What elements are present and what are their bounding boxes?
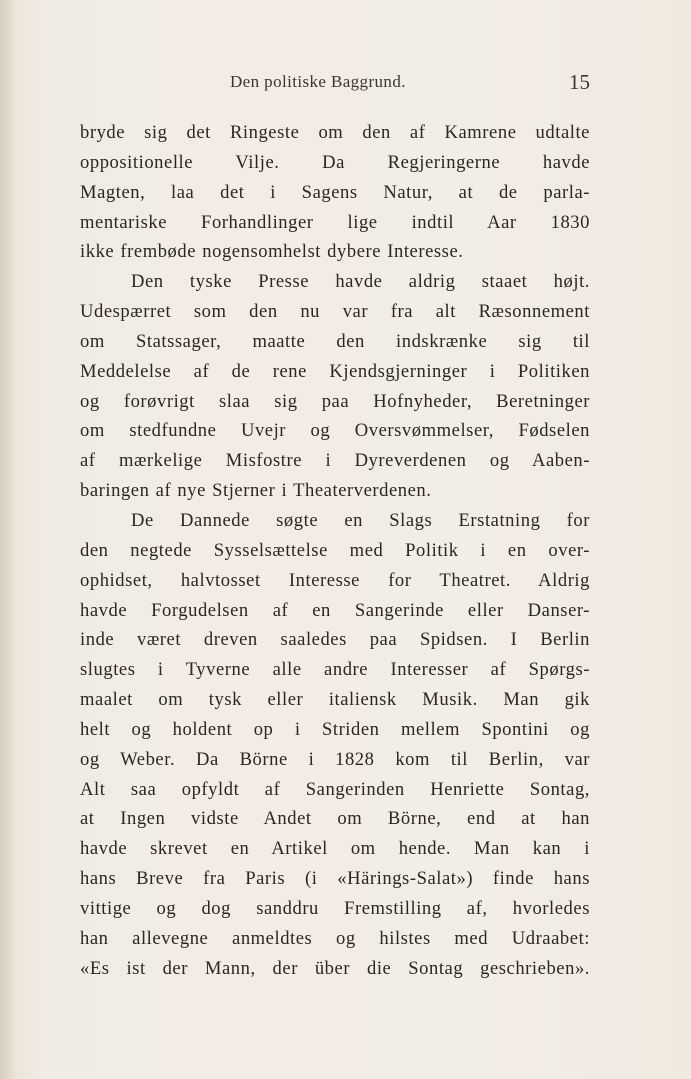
paragraph-first-line: De Dannede søgte en Slags Erstatning for [131,509,590,531]
text-line: Udespærret som den nu var fra alt Ræsonnement [80,301,590,323]
text-line: «Es ist der Mann, der über die Sontag geschrieben». [80,957,590,979]
text-line: oppositionelle Vilje. Da Regjeringerne havde [80,151,590,173]
text-line: Magten, laa det i Sagens Natur, at de parla- [80,181,590,203]
text-line: og forøvrigt slaa sig paa Hofnyheder, Beretninger [80,390,590,412]
text-line: mentariske Forhandlinger lige indtil Aar 1830 [80,211,590,233]
text-line: ophidset, halvtosset Interesse for Theatret. Aldrig [80,569,590,591]
text-line: Alt saa opfyldt af Sangerinden Henriette Sontag, [80,778,590,800]
text-line: han allevegne anmeldtes og hilstes med Udraabet: [80,927,590,949]
text-line: bryde sig det Ringeste om den af Kamrene udtalte [80,122,590,143]
paragraph-first-line: Den tyske Presse havde aldrig staaet højt. [131,271,590,293]
page-number: 15 [569,70,590,94]
body-text [80,118,590,983]
text-line: helt og holdent op i Striden mellem Spontini og [80,718,590,740]
text-line: baringen af nye Stjerner i Theaterverdenen. [80,480,432,502]
text-line: slugtes i Tyverne alle andre Interesser af Spørgs- [80,659,590,681]
text-line: havde Forgudelsen af en Sangerinde eller Danser- [80,599,590,621]
running-head [80,70,590,98]
text-line: af mærkelige Misfostre i Dyreverdenen og Aaben- [80,450,590,472]
text-line: inde været dreven saaledes paa Spidsen. I Berlin [80,629,590,651]
text-line: maalet om tysk eller italiensk Musik. Man gik [80,689,590,711]
text-line: den negtede Sysselsættelse med Politik i en over- [80,539,590,561]
text-line: havde skrevet en Artikel om hende. Man kan i [80,838,590,860]
running-title: Den politiske Baggrund. [230,72,406,91]
text-line: om stedfundne Uvejr og Oversvømmelser, Fødselen [80,420,590,442]
text-line: ikke frembøde nogensomhelst dybere Interesse. [80,241,464,263]
text-line: Meddelelse af de rene Kjendsgjerninger i Politiken [80,360,590,382]
text-line: og Weber. Da Börne i 1828 kom til Berlin, var [80,748,590,770]
text-line: hans Breve fra Paris (i «Härings-Salat») finde hans [80,868,590,890]
page-gutter-shadow [0,0,14,1079]
text-line: om Statssager, maatte den indskrænke sig til [80,330,590,352]
text-line: at Ingen vidste Andet om Börne, end at han [80,808,590,830]
text-line: vittige og dog sanddru Fremstilling af, hvorledes [80,897,590,919]
